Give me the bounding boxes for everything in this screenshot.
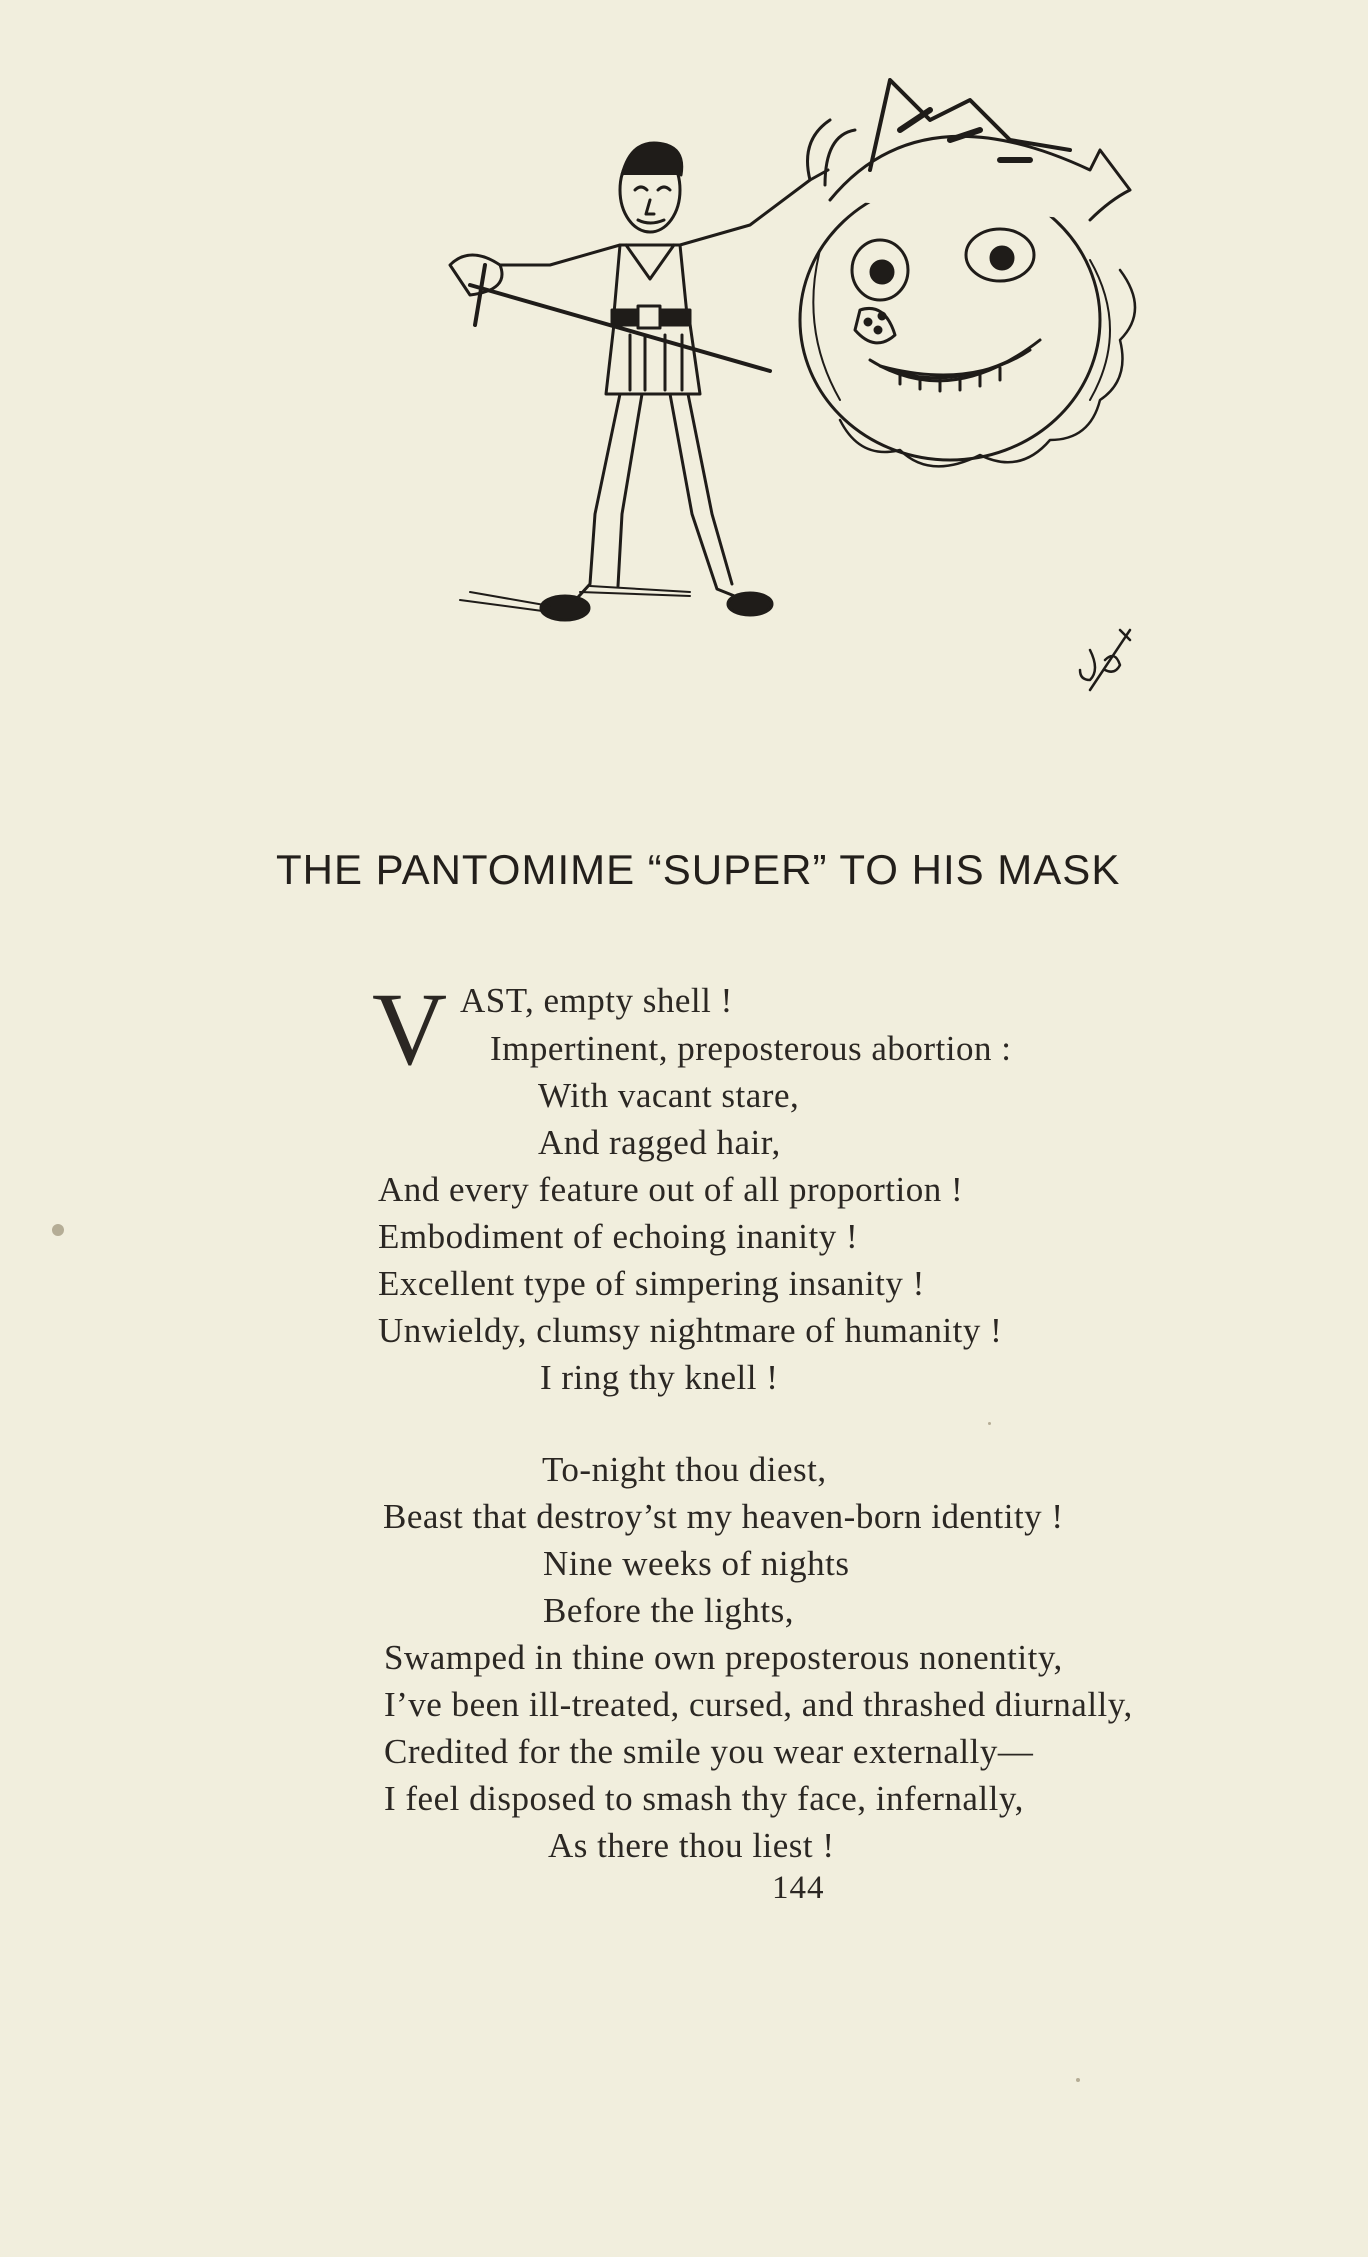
paper-speck — [1076, 2078, 1080, 2082]
poem-line: Swamped in thine own preposterous nonentity, — [384, 1638, 1063, 1677]
artist-monogram — [1080, 630, 1130, 690]
poem-line: I ring thy knell ! — [540, 1358, 779, 1397]
poem-line: With vacant stare, — [538, 1076, 800, 1115]
actor-figure — [450, 143, 828, 620]
poem-line: And ragged hair, — [538, 1123, 781, 1162]
pantomime-mask — [800, 80, 1135, 466]
paper-speck — [988, 1422, 991, 1425]
page-number: 144 — [772, 1870, 825, 1906]
poem-line: I’ve been ill-treated, cursed, and thrashed diurnally, — [384, 1685, 1133, 1724]
illustration — [430, 40, 1190, 740]
poem-line: To-night thou diest, — [542, 1450, 827, 1489]
poem-line: Nine weeks of nights — [543, 1544, 850, 1583]
poem-line: Embodiment of echoing inanity ! — [378, 1217, 859, 1256]
drop-cap: V — [372, 972, 448, 1087]
poem-line: As there thou liest ! — [548, 1826, 835, 1865]
poem-title: THE PANTOMIME “SUPER” TO HIS MASK — [276, 846, 1121, 893]
poem-line: AST, empty shell ! — [460, 981, 733, 1020]
poem-line: Impertinent, preposterous abortion : — [490, 1029, 1012, 1068]
poem-line: I feel disposed to smash thy face, infernally, — [384, 1779, 1024, 1818]
poem-line: Beast that destroy’st my heaven-born identity ! — [383, 1497, 1064, 1536]
poem-line: Excellent type of simpering insanity ! — [378, 1264, 925, 1303]
paper-speck — [52, 1224, 64, 1236]
poem-line: Before the lights, — [543, 1591, 795, 1630]
poem-line: Credited for the smile you wear externally— — [384, 1732, 1034, 1771]
poem-line: Unwieldy, clumsy nightmare of humanity ! — [378, 1311, 1003, 1350]
poem-line: And every feature out of all proportion ! — [378, 1170, 964, 1209]
